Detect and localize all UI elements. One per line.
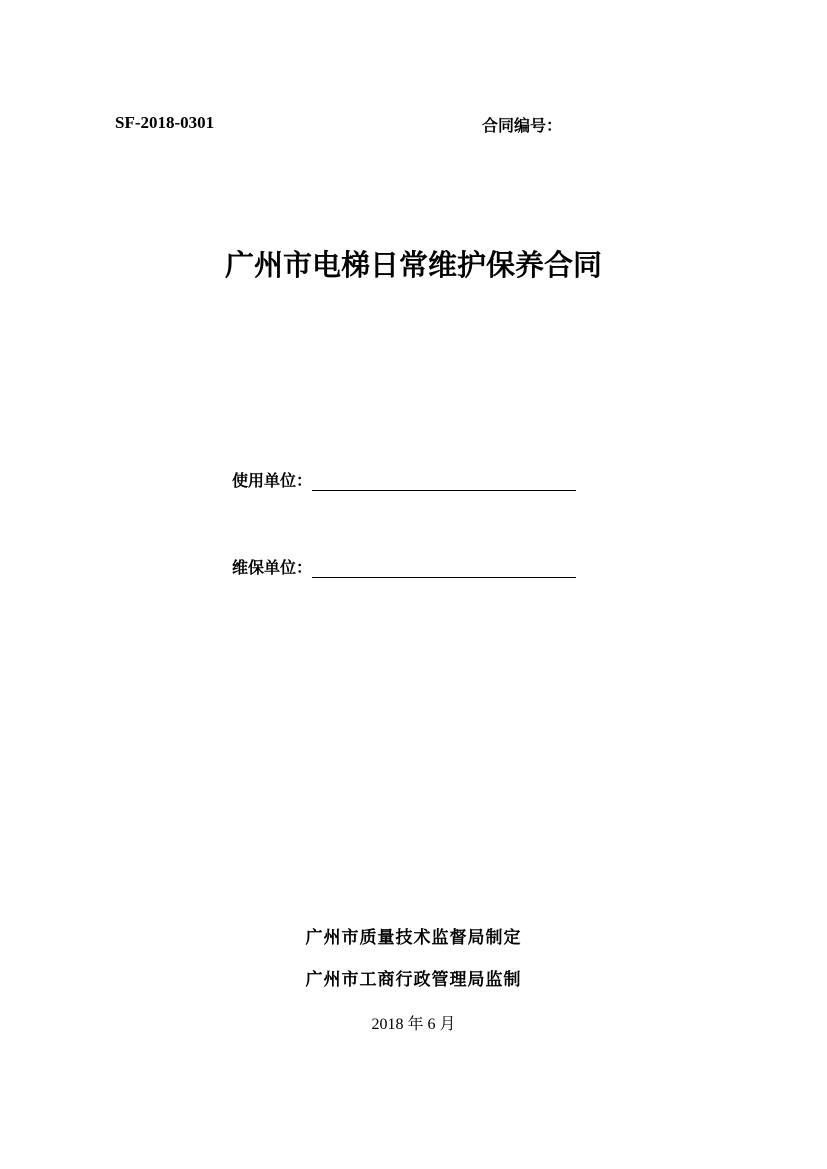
user-unit-blank-line[interactable]	[312, 470, 576, 491]
issue-date: 2018 年 6 月	[371, 1016, 456, 1033]
issuer-line-1: 广州市质量技术监督局制定	[305, 928, 522, 948]
user-unit-field	[232, 470, 576, 491]
issuer-line-2: 广州市工商行政管理局监制	[305, 970, 522, 990]
maintenance-unit-label: 维保单位：	[232, 558, 313, 577]
document-title: 广州市电梯日常维护保养合同	[224, 248, 602, 282]
document-code: SF-2018-0301	[115, 113, 215, 132]
user-unit-label: 使用单位：	[232, 471, 313, 490]
contract-number-label: 合同编号：	[482, 116, 563, 135]
maintenance-unit-blank-line[interactable]	[312, 557, 576, 578]
maintenance-unit-field	[232, 557, 576, 578]
